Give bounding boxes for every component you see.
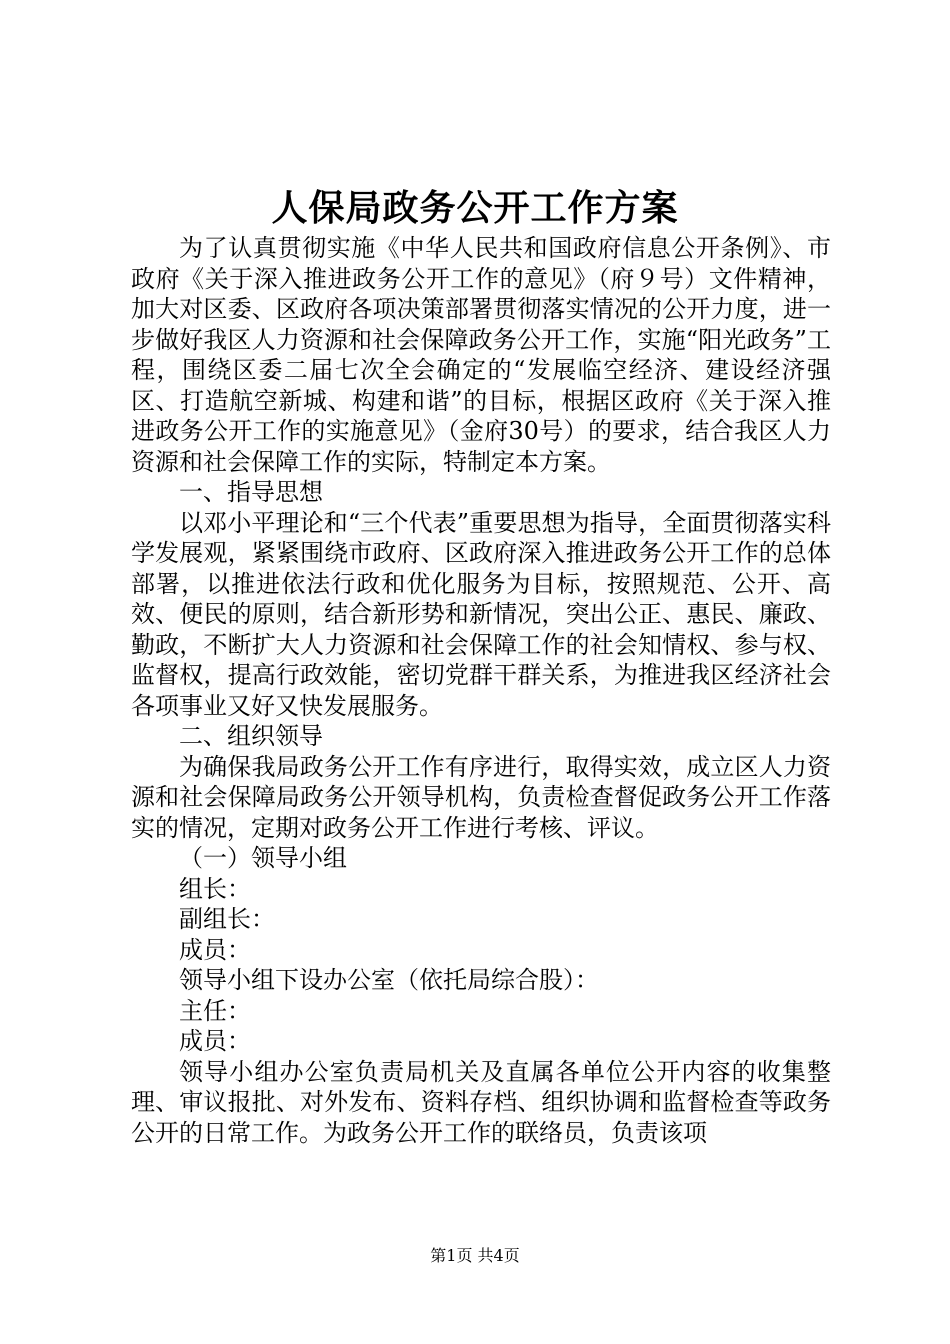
paragraph-organization: 为确保我局政务公开工作有序进行，取得实效，成立区人力资源和社会保障局政务公开领导机构，负责检查督促政务公开工作落实的情况，定期对政务公开工作进行考核、评议。 bbox=[131, 752, 831, 842]
group-leader-line: 组长： bbox=[179, 874, 251, 903]
heading-organization: 二、组织领导 bbox=[179, 722, 323, 750]
heading-guiding-ideology: 一、指导思想 bbox=[179, 478, 323, 506]
members-line: 成员： bbox=[179, 935, 251, 964]
heading-leading-group: （一）领导小组 bbox=[179, 844, 347, 872]
deputy-leader-line: 副组长： bbox=[179, 905, 275, 933]
office-line: 领导小组下设办公室（依托局综合股）： bbox=[179, 966, 599, 994]
paragraph-intro: 为了认真贯彻实施《中华人民共和国政府信息公开条例》、市政府《关于深入推进政务公开工作的意见》（府９号）文件精神，加大对区委、区政府各项决策部署贯彻落实情况的公开力度，进一步做好我区人力资源和社会保障政务公开工作，实施“阳光政务”工程，围绕区委二届七次全会确定的“发展临空经济、建设经济强区、打造航空新城、构建和谐”的目标，根据区政府《关于深入推进政务公开工作的实施意见》（金府30号）的要求，结合我区人力资源和社会保障工作的实际，特制定本方案。 bbox=[131, 234, 831, 476]
document-title: 人保局政务公开工作方案 bbox=[271, 187, 679, 229]
director-line: 主任： bbox=[179, 996, 251, 1025]
paragraph-guiding-ideology: 以邓小平理论和“三个代表”重要思想为指导，全面贯彻落实科学发展观，紧紧围绕市政府、区政府深入推进政务公开工作的总体部署，以推进依法行政和优化服务为目标，按照规范、公开、高效、便民的原则，结合新形势和新情况，突出公正、惠民、廉政、勤政，不断扩大人力资源和社会保障工作的社会知情权、参与权、监督权，提高行政效能，密切党群干群关系，为推进我区经济社会各项事业又好又快发展服务。 bbox=[131, 508, 831, 720]
document-body bbox=[131, 233, 831, 1148]
paragraph-office-duties: 领导小组办公室负责局机关及直属各单位公开内容的收集整理、审议报批、对外发布、资料存档、组织协调和监督检查等政务公开的日常工作。为政务公开工作的联络员，负责该项 bbox=[131, 1057, 831, 1147]
office-members-line: 成员： bbox=[179, 1027, 251, 1055]
page-number: 第1页 共4页 bbox=[430, 1246, 520, 1265]
